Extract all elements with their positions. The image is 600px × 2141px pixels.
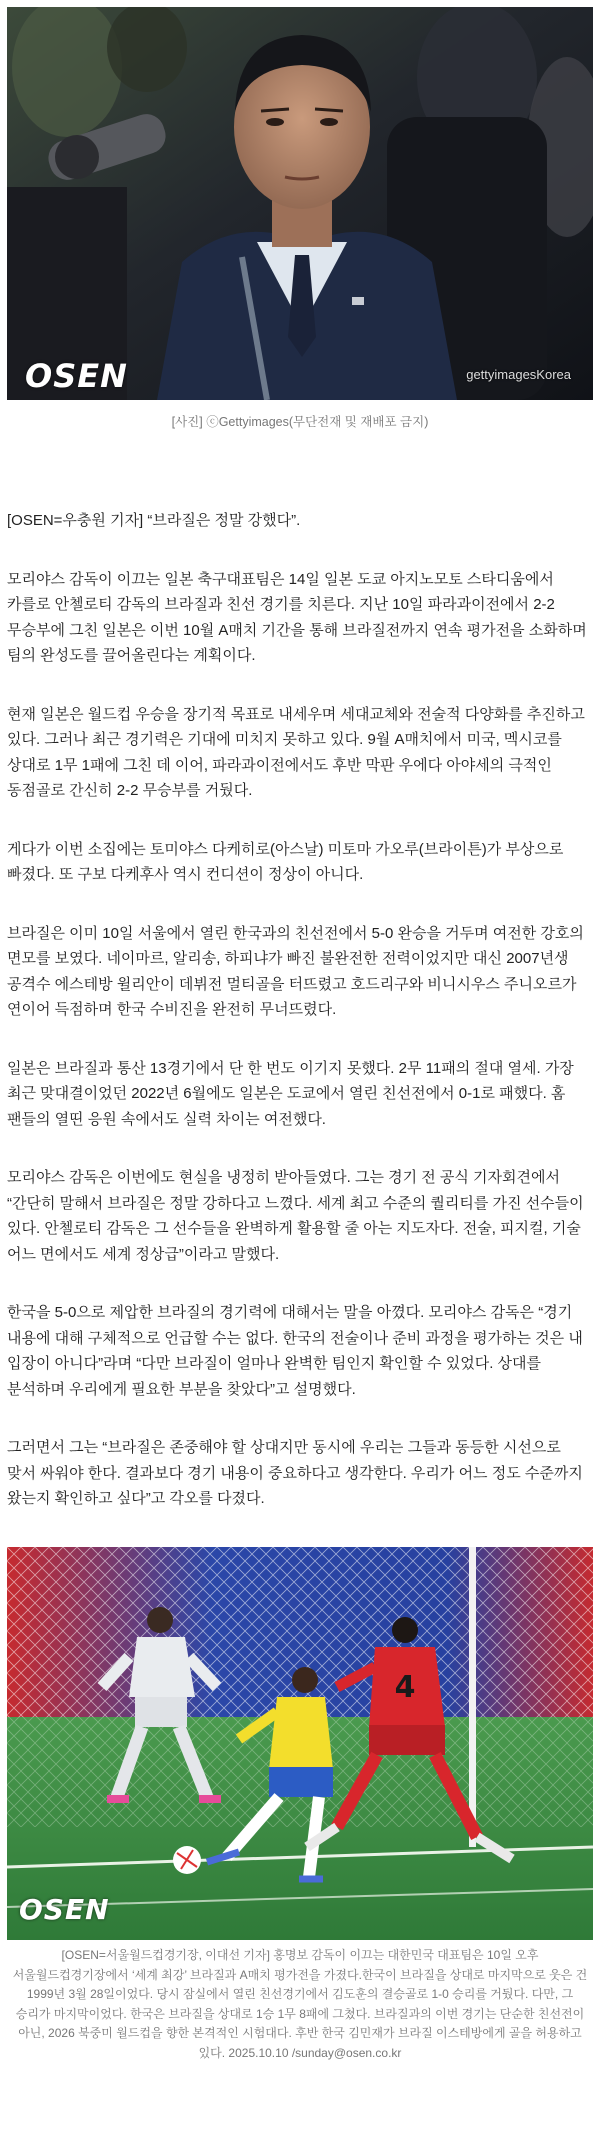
article-paragraph: 현재 일본은 월드컵 우승을 장기적 목표로 내세우며 세대교체와 전술적 다양화를 추진하고 있다. 그러나 최근 경기력은 기대에 미치지 못하고 있다. 9월 A매치에서 미국, 멕시코를 상대로 1무 1패에 그친 데 이어, 파라과이전에서도 후반 막판 우에다 아야세의 극적인 동점골로 간신히 2-2 무승부를 거뒀다. <box>7 705 585 799</box>
article-body <box>7 508 593 1545</box>
article-paragraph: 한국을 5-0으로 제압한 브라질의 경기력에 대해서는 말을 아꼈다. 모리야스 감독은 “경기 내용에 대해 구체적으로 언급할 수는 없다. 한국의 전술이나 준비 과정을 평가하는 것은 내 입장이 아니다”라며 “다만 브라질이 얼마나 완벽한 팀인지 확인할 수 있었다. 상대를 분석하며 우리에게 필요한 부분을 찾았다”고 설명했다. <box>7 1304 583 1398</box>
article-paragraph: 모리야스 감독은 이번에도 현실을 냉정히 받아들였다. 그는 경기 전 공식 기자회견에서 “간단히 말해서 브라질은 정말 강하다고 느꼈다. 세계 최고 수준의 퀄리티를 가진 선수들이 있다. 안첼로티 감독은 그 선수들을 완벽하게 활용할 줄 아는 지도자다. 전술, 피지컬, 기술 어느 면에서도 세계 정상급”이라고 말했다. <box>7 1169 584 1263</box>
photo-caption-bottom: [OSEN=서울월드컵경기장, 이대선 기자] 홍명보 감독이 이끄는 대한민국 대표팀은 10일 오후 서울월드컵경기장에서 ‘세계 최강’ 브라질과 A매치 평가전을 가졌다.한국이 브라질을 상대로 마지막으로 웃은 건 1999년 3월 28일이었다. 당시 잠실에서 열린 친선경기에서 김도훈의 결승골로 1-0 승리를 거뒀다. 다만, 그 승리가 마지막이었다. 한국은 브라질을 상대로 1승 1무 8패에 그쳤다. 브라질과의 이번 경기는 단순한 친선전이 아닌, 2026 북중미 월드컵을 향한 본격적인 시험대다. 후반 한국 김민재가 브라질 이스테방에게 골을 허용하고 있다. 2025.10.10 /sunday@osen.co.kr <box>12 1948 588 2060</box>
osen-watermark: OSEN <box>25 357 128 395</box>
article-paragraph: 일본은 브라질과 통산 13경기에서 단 한 번도 이기지 못했다. 2무 11패의 절대 열세. 가장 최근 맞대결이었던 2022년 6월에도 일본은 도쿄에서 열린 친선전에서 0-1로 패했다. 홈 팬들의 열띤 응원 속에서도 실력 차이는 여전했다. <box>7 1059 574 1128</box>
photo-coach-moriyasu <box>7 7 593 400</box>
article-paragraph: 게다가 이번 소집에는 토미야스 다케히로(아스날) 미토마 가오루(브라이튼)가 부상으로 빠졌다. 또 구보 다케후사 역시 컨디션이 정상이 아니다. <box>7 840 564 883</box>
photo-scene <box>7 7 593 400</box>
article-paragraph: 브라질은 이미 10일 서울에서 열린 한국과의 친선전에서 5-0 완승을 거두며 여전한 강호의 면모를 보였다. 네이마르, 알리송, 하피냐가 빠진 불완전한 전력이었지만 대신 2007년생 공격수 에스테방 윌리안이 데뷔전 멀티골을 터뜨렸고 호드리구와 비니시우스 주니오르가 연이어 득점하며 한국 수비진을 완전히 무너뜨렸다. <box>7 924 584 1018</box>
photo-scene <box>7 1547 593 1940</box>
getty-watermark: gettyimagesKorea <box>466 367 571 382</box>
osen-watermark: OSEN <box>19 1893 110 1926</box>
photo-caption-top: [사진] ⓒGettyimages(무단전재 및 재배포 금지) <box>171 415 429 429</box>
article-paragraph: 그러면서 그는 “브라질은 존중해야 할 상대지만 동시에 우리는 그들과 동등한 시선으로 맞서 싸워야 한다. 결과보다 경기 내용이 중요하다고 생각한다. 우리가 어느 정도 수준까지 왔는지 확인하고 싶다”고 각오를 다졌다. <box>7 1439 583 1507</box>
photo-match-korea-brazil <box>7 1547 593 1940</box>
korea-jersey-number: 4 <box>394 1670 416 1705</box>
article-paragraph: 모리야스 감독이 이끄는 일본 축구대표팀은 14일 일본 도쿄 아지노모토 스타디움에서 카를로 안첼로티 감독의 브라질과 친선 경기를 치른다. 지난 10일 파라과이전에서 2-2 무승부에 그친 일본은 이번 10월 A매치 기간을 통해 브라질전까지 연속 평가전을 소화하며 팀의 완성도를 끌어올린다는 계획이다. <box>7 570 587 664</box>
article-paragraph: [OSEN=우충원 기자] “브라질은 정말 강했다”. <box>7 512 301 529</box>
